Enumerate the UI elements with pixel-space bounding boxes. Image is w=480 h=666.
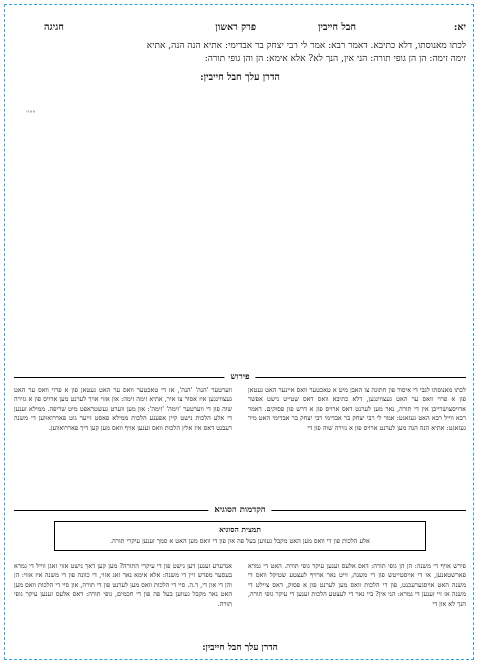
tractate-name: חבל חייבין xyxy=(317,22,356,33)
explanation-left-column: אנדערע זענען דען נישט פון די עיקרי התורה? מען קען דאך נישט אזוי זאגן ווייל די גמרא בעסער מפרש זיין די משנה: אלא אימא נאר זאג אזוי, די כוונה פון די משנה איז אזוי: הן והן די און די, ד.ה. סיי די הלכות וואס מען לערנט פון די תורה, און סיי די הלכות וואס מען האט נאר מקבל געווען בעל פה פון די חכמים, גופי תורה: דאס אלעס זענען עיקר גופי תורה. xyxy=(14,562,232,608)
page-number: יא: xyxy=(453,22,466,33)
placeholder-marks: """ xyxy=(26,110,36,118)
explanation-right-column: פירש אויף די משנה: הן הן גופי תורה: דאס אלעס זענען עיקר גופי תורה. האט די גמרא פארשטאנען, או די אויסטייטש פון די משנה, זייט נאר ארויף לעצטע שטיקל וואס די משנה האט אויסגערעכנט, פון די הלכות וואס מען לערנט פון א פסוק, דאס ציילט די משנה אז זיי זענען די גמרא: הני אין? ביי נאר די לעצטע הלכות זענען די עיקר גופי תורה, הנך לא און די xyxy=(248,562,466,608)
pirush-right-column: לכתו מאנוסתו לגבי די איסור פון חתונה צו האבן מיט א טאכטער וואס איינער האט געטאן פון א פרוי וואס ער האט געצווינגען, דלא כתיבא וואס דאס שטייט נישט אפשר ארויסצושרייבן אין די תורה, נאר מען לערנט דאס ארויס פון א דרש פון פסוקים. דאמר רבא ווייל רבא האט געזאגט: אמר לי רבי יצחק בר אבדימי רבי יצחק בר אבדימי האט מיר געזאגט: אתיא הנה הנה מען לערנט ארויס פון א גזירה שוה פון די xyxy=(248,386,466,432)
explanation-columns xyxy=(14,562,466,642)
chapter-label: פרק ראשון xyxy=(215,22,256,33)
summary-box-text: אלע הלכות פון די וואס מען האט מקבל געווען בעל פה און פון די וואס מען האט א סמך זענען עיקרי תורה. xyxy=(110,537,370,545)
chapter-name: חגיגה xyxy=(44,22,64,33)
pirush-columns xyxy=(14,386,466,494)
pirush-title: פירוש xyxy=(224,371,255,382)
document-page xyxy=(14,14,466,654)
hakdamot-section-header xyxy=(14,504,466,516)
hadran-footer: הדרן עלך חבל חייבין: xyxy=(202,643,278,653)
pirush-left-column: ווערטער 'הנה' 'הנה', אז די טאכטער וואס ער האט געטאן פון א פרוי וואס ער האט געצווינגען איז אסור צו איר, אתיא זימה זימה: און אזוי אויך לערנט מען ארויס פון א גזירה שוה פון די ווערטער 'זימה' 'זימה': און מען ווערט געשטראפט מיט שריפה. ממילא זענען די אלע הלכות נישט קיין אפענע הלכות ממילא פאסט זייער גוט פאררואווען די משנה רעבנט דאס איז אלץ הלכות וואס זענען אויף וואס מען קען דיך פאררואווען. xyxy=(14,386,232,432)
main-gemara-text xyxy=(14,40,466,66)
summary-box-title: תמצית הסוגיא xyxy=(219,525,261,534)
summary-box xyxy=(54,521,426,551)
main-text-line: זימה זימה: הן הן גופי תורה: הני אין, הנך לא? אלא אימא: הן והן גופי תורה: xyxy=(204,54,466,64)
hadran-heading: הדרן עלך חבל חייבין: xyxy=(200,72,280,83)
main-text-line: לכתו מאנוסתו, דלא כתיבא. דאמר רבא: אמר לי רבי יצחק בר אבדימי: אתיא הנה הנה, אתיא xyxy=(146,41,466,51)
hakdamot-title: הקדמות הסוגיא xyxy=(208,504,271,515)
pirush-section-header xyxy=(14,371,466,383)
running-header xyxy=(14,22,466,36)
